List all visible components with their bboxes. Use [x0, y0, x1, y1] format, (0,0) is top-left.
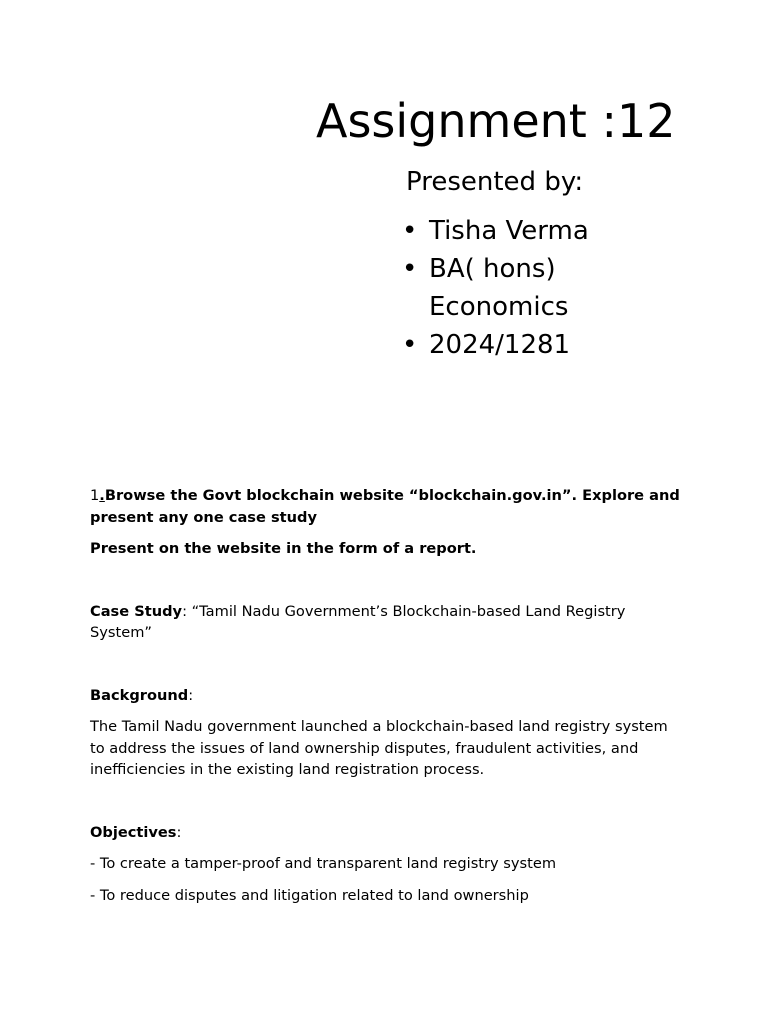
question-instruction: Present on the website in the form of a report.: [90, 540, 477, 557]
presenter-name: • Tisha Verma: [402, 212, 642, 250]
question-dot: .: [99, 487, 105, 504]
background-text: The Tamil Nadu government launched a blockchain-based land registry system to address the issues of land ownership disputes, fraudulent activities, and inefficiencies in the existing land registration process.: [90, 718, 668, 778]
page-title: Assignment :12: [316, 94, 676, 148]
case-study-label: Case Study: [90, 602, 183, 620]
presenter-list: [402, 212, 642, 364]
background-label: Background: [90, 686, 189, 704]
objectives-heading: Objectives:: [90, 823, 182, 841]
case-study-line: [90, 601, 680, 644]
objectives-label: Objectives: [90, 823, 177, 841]
question-text: Browse the Govt blockchain website “blockchain.gov.in”. Explore and present any one case study: [90, 487, 680, 526]
case-study-text: : “Tamil Nadu Government’s Blockchain-based Land Registry System”: [90, 602, 626, 641]
presented-by-heading: Presented by:: [406, 167, 584, 197]
question-number: 1: [90, 487, 100, 504]
background-heading: Background:: [90, 686, 194, 704]
report-body: [90, 485, 680, 906]
objective-item: - To create a tamper-proof and transparent land registry system: [90, 855, 557, 872]
presenter-roll-number: • 2024/1281: [402, 326, 642, 364]
objective-item: - To reduce disputes and litigation related to land ownership: [90, 886, 529, 904]
question-line: [90, 485, 680, 528]
presenter-course: • BA( hons) Economics: [402, 250, 642, 326]
